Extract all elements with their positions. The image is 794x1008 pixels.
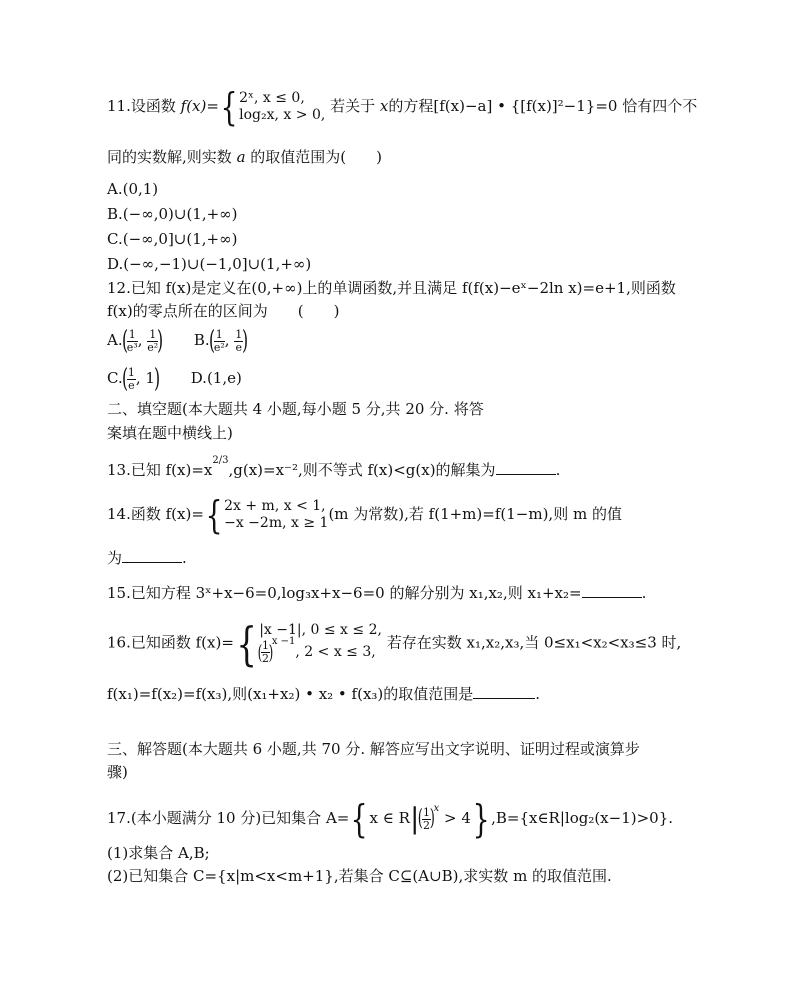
frac-num: 1 [128,327,136,341]
q14-post: (m 为常数),若 f(1+m)=f(1−m),则 m 的值 [328,505,622,523]
frac-num: 1 [215,327,223,341]
q11-var: x [379,97,389,115]
frac-den: e² [213,340,225,354]
q11-case2: log₂x, x > 0, [239,107,326,123]
q11-brace: { [220,85,238,129]
q11-option-c: C.(−∞,0]∪(1,+∞) [107,230,238,248]
q12-line2: f(x)的零点所在的区间为 ( ) [107,302,340,320]
q16-end: . [535,685,541,703]
paren-left: ( [121,364,128,394]
q12-options-cd: C.( $\frac{1}{e}$ , 1) D.(1,e) [107,364,242,394]
q15-line [107,583,646,602]
section2-line2: 案填在题中横线上) [107,424,233,442]
q14-line2 [107,548,187,567]
q13-end: . [555,461,561,479]
frac-den: 2 [422,818,430,832]
q11-cases [239,90,325,124]
q13-exponent: 2/3 [212,455,229,466]
q14-line2-text: 为 [107,549,123,567]
q16-case1: |x −1|, 0 ≤ x ≤ 2, [259,622,382,638]
q17-ineq: > 4 [444,809,471,827]
q14-line1 [107,493,622,537]
q12-opt-b-label: B. [193,331,210,349]
q11-fx: f(x)= [180,97,219,115]
q12-opt-a-frac1 [127,329,138,354]
frac-num: 1 [262,638,270,652]
q15-text: 15.已知方程 3ˣ+x−6=0,log₃x+x−6=0 的解分别为 x₁,x₂,则 x₁+x₂= [107,584,582,602]
q17-pre: 17.(本小题满分 10 分)已知集合 A= [107,809,350,827]
q11-eq-pre: 的方程 [388,97,434,115]
q16-answer-blank[interactable] [473,684,535,699]
q17-line1 [107,797,674,841]
paren-left: ( [257,640,263,664]
q13-post: ,g(x)=x⁻²,则不等式 f(x)<g(x)的解集为 [228,461,496,479]
frac-den: e² [147,340,159,354]
q13-answer-blank[interactable] [496,460,556,475]
q11-line2-a: 同的实数解,则实数 [107,148,232,166]
paren-right: ) [268,640,274,664]
q12-opt-d: D.(1,e) [190,369,242,387]
q17-brace-left: { [350,797,368,841]
q11-option-a: A.(0,1) [107,180,159,198]
section3-line1: 三、解答题(本大题共 6 小题,共 70 分. 解答应写出文字说明、证明过程或演算步 [107,740,640,758]
paren-right: ) [429,806,435,831]
q12-opt-b-frac1 [214,329,225,354]
paren-right: ) [242,326,249,356]
frac-den: e [235,340,243,354]
q11-line2 [107,148,382,166]
q12-options-ab: A.( $\frac{1}{\text{e³}}$ , $\frac{1}{\text{e²}}$ ) B.( $\frac{1}{\text{e²}}$ , $\frac{1}{e}$ ) [107,326,249,356]
q11-option-b: B.(−∞,0)∪(1,+∞) [107,205,238,223]
q11-option-d: D.(−∞,−1)∪(−1,0]∪(1,+∞) [107,255,312,273]
paren-left: ( [208,326,215,356]
q11-number: 11. [107,97,131,115]
paren-right: ) [154,364,161,394]
q14-pre: 14.函数 f(x)= [107,505,204,523]
q17-brace-right: } [472,797,490,841]
q14-answer-blank[interactable] [122,548,182,563]
frac-den: e³ [126,340,138,354]
q16-cases [259,622,382,665]
q12-opt-c-value: 1 [145,369,155,387]
q11-pre: 设函数 [130,97,176,115]
q16-brace: { [236,616,257,671]
q17-post: ,B={x∈R|log₂(x−1)>0}. [491,809,674,827]
q16-pre: 16.已知函数 f(x)= [107,633,234,652]
q14-case1: 2x + m, x < 1, [224,498,326,514]
q11-line2-var: a [236,148,246,166]
section2-line1: 二、填空题(本大题共 4 小题,每小题 5 分,共 20 分. 将答 [107,400,484,418]
q15-end: . [641,584,647,602]
q11-line2-b: 的取值范围为( ) [250,148,383,166]
paren-right: ) [157,326,164,356]
frac-num: 1 [422,805,430,819]
q11-equation: [f(x)−a] • {[f(x)]²−1}=0 [433,97,618,115]
frac-den: e [128,378,135,392]
frac-num: 1 [149,327,157,341]
q16-post: 若存在实数 x₁,x₂,x₃,当 0≤x₁<x₂<x₃≤3 时, [386,633,682,652]
frac-num: 1 [235,327,243,341]
q16-line1 [107,616,682,671]
q12-opt-a-label: A. [107,331,123,349]
q16-case2 [257,636,382,665]
frac-num: 1 [127,365,135,379]
q13-pre: 13.已知 f(x)=x [107,461,213,479]
section3-line2: 骤) [107,763,128,781]
q16-line2 [107,684,540,703]
q11-mid: 若关于 [330,97,376,115]
q14-cases [224,498,328,532]
q11-line1 [107,85,698,129]
q12-line1: 12.已知 f(x)是定义在(0,+∞)上的单调函数,并且满足 f(f(x)−eˣ−2ln x)=e+1,则函数 [107,279,676,297]
q14-brace: { [205,493,223,537]
q13-line [107,455,561,479]
q17-set-a: x ∈ R [369,809,410,827]
q11-post: 恰有四个不 [622,97,698,115]
q14-end: . [182,549,187,567]
q11-case1: 2ˣ, x ≤ 0, [239,90,305,106]
q16-case2-exp: x −1 [271,636,296,648]
q12-opt-c-label: C. [107,369,123,387]
q15-answer-blank[interactable] [582,583,642,598]
frac-den: 2 [262,651,270,665]
q17-exp: x [433,803,440,814]
q14-case2: −x −2m, x ≥ 1 [224,515,329,531]
q16-case2-tail: , 2 < x ≤ 3, [295,644,376,660]
paren-left: ( [121,326,128,356]
q17-part2: (2)已知集合 C={x|m<x<m+1},若集合 C⊆(A∪B),求实数 m 的取值范围. [107,867,612,885]
q17-part1: (1)求集合 A,B; [107,844,210,862]
q17-bar: | [409,802,420,835]
q12-opt-c-frac [127,367,136,392]
q16-line2-text: f(x₁)=f(x₂)=f(x₃),则(x₁+x₂) • x₂ • f(x₃)的取值范围是 [107,685,474,703]
paren-left: ( [418,806,424,831]
